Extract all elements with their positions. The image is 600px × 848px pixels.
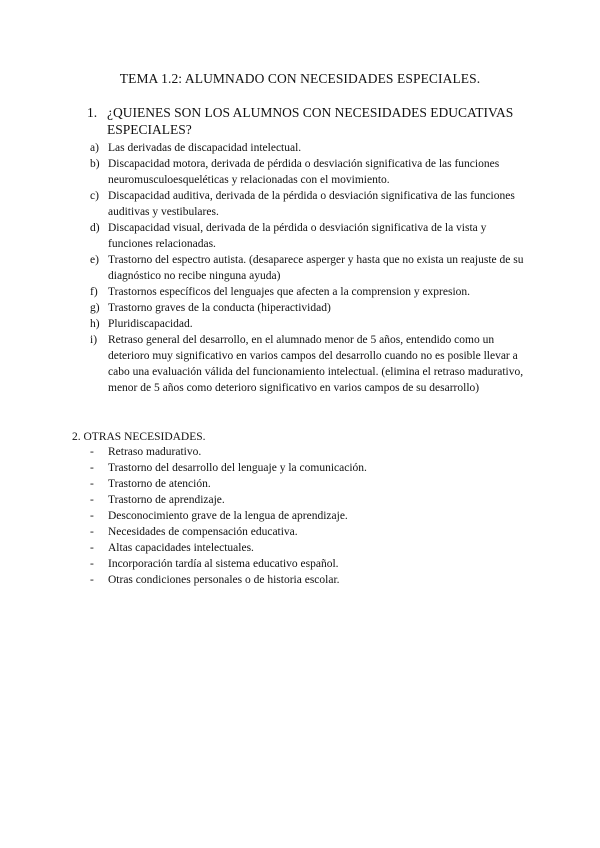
- list-item: [90, 572, 525, 588]
- list-item-text: Trastorno de atención.: [108, 478, 211, 490]
- list-marker: b): [90, 158, 100, 170]
- dash-marker: -: [90, 542, 94, 554]
- list-item-text: Necesidades de compensación educativa.: [108, 526, 298, 538]
- section2-heading: 2. OTRAS NECESIDADES.: [72, 431, 206, 443]
- document-title: TEMA 1.2: ALUMNADO CON NECESIDADES ESPECIALES.: [119, 71, 481, 86]
- list-item-text: Trastorno de aprendizaje.: [108, 494, 225, 506]
- list-marker: a): [90, 142, 99, 154]
- section1-heading: [87, 105, 527, 138]
- list-item: [90, 492, 525, 508]
- list-marker: c): [90, 190, 99, 202]
- section1-heading-text: ¿QUIENES SON LOS ALUMNOS CON NECESIDADES EDUCATIVAS ESPECIALES?: [107, 105, 514, 137]
- list-marker: f): [90, 286, 98, 298]
- list-item: [90, 508, 525, 524]
- list-item: [90, 540, 525, 556]
- dash-marker: -: [90, 478, 94, 490]
- list-item: [90, 252, 525, 284]
- list-item: [90, 524, 525, 540]
- list-item-text: Las derivadas de discapacidad intelectual.: [108, 142, 302, 154]
- list-item: [90, 460, 525, 476]
- dash-marker: -: [90, 446, 94, 458]
- dash-marker: -: [90, 494, 94, 506]
- list-marker: g): [90, 302, 100, 314]
- list-item-text: Desconocimiento grave de la lengua de aprendizaje.: [108, 510, 348, 522]
- list-item: [90, 140, 525, 156]
- list-item-text: Otras condiciones personales o de historia escolar.: [108, 574, 340, 586]
- dash-marker: -: [90, 574, 94, 586]
- list-item: [90, 316, 525, 332]
- section1-number: 1.: [87, 105, 98, 120]
- list-item: [90, 332, 525, 396]
- list-marker: h): [90, 318, 100, 330]
- list-marker: e): [90, 254, 99, 266]
- list-item: [90, 284, 525, 300]
- list-item-text: Pluridiscapacidad.: [108, 318, 193, 330]
- list-item: [90, 444, 525, 460]
- list-item-text: Retraso general del desarrollo, en el alumnado menor de 5 años, entendido como un deterioro muy significativo en varios campos del desarrollo cuando no es posible llevar a cabo una evaluación válida del funcionamiento intelectual. (elimina el retraso madurativo, menor de 5 años como deterioro significativo en varios campos de su desarrollo): [108, 334, 524, 394]
- other-needs-list: [90, 444, 525, 588]
- list-item-text: Altas capacidades intelectuales.: [108, 542, 254, 554]
- dash-marker: -: [90, 558, 94, 570]
- list-item: [90, 476, 525, 492]
- list-marker: d): [90, 222, 100, 234]
- dash-marker: -: [90, 510, 94, 522]
- list-item: [90, 556, 525, 572]
- list-item-text: Retraso madurativo.: [108, 446, 202, 458]
- list-item: [90, 300, 525, 316]
- list-item: [90, 220, 525, 252]
- list-item-text: Trastornos específicos del lenguajes que afecten a la comprension y expresion.: [108, 286, 471, 298]
- dash-marker: -: [90, 462, 94, 474]
- list-item-text: Trastorno del espectro autista. (desaparece asperger y hasta que no exista un reajuste de su diagnóstico no recibe ninguna ayuda): [108, 254, 524, 282]
- list-item: [90, 188, 525, 220]
- list-item-text: Discapacidad motora, derivada de pérdida o desviación significativa de las funciones neuromusculoesqueléticas y relacionadas con el movimiento.: [108, 158, 500, 186]
- list-item: [90, 156, 525, 188]
- list-item-text: Trastorno graves de la conducta (hiperactividad): [108, 302, 331, 314]
- list-item-text: Discapacidad auditiva, derivada de la pérdida o desviación significativa de las funciones auditivas y vestibulares.: [108, 190, 515, 218]
- list-item-text: Discapacidad visual, derivada de la pérdida o desviación significativa de la vista y funciones relacionadas.: [108, 222, 487, 250]
- list-marker: i): [90, 334, 98, 346]
- list-item-text: Incorporación tardía al sistema educativo español.: [108, 558, 339, 570]
- dash-marker: -: [90, 526, 94, 538]
- needs-list: [90, 140, 525, 396]
- list-item-text: Trastorno del desarrollo del lenguaje y la comunicación.: [108, 462, 367, 474]
